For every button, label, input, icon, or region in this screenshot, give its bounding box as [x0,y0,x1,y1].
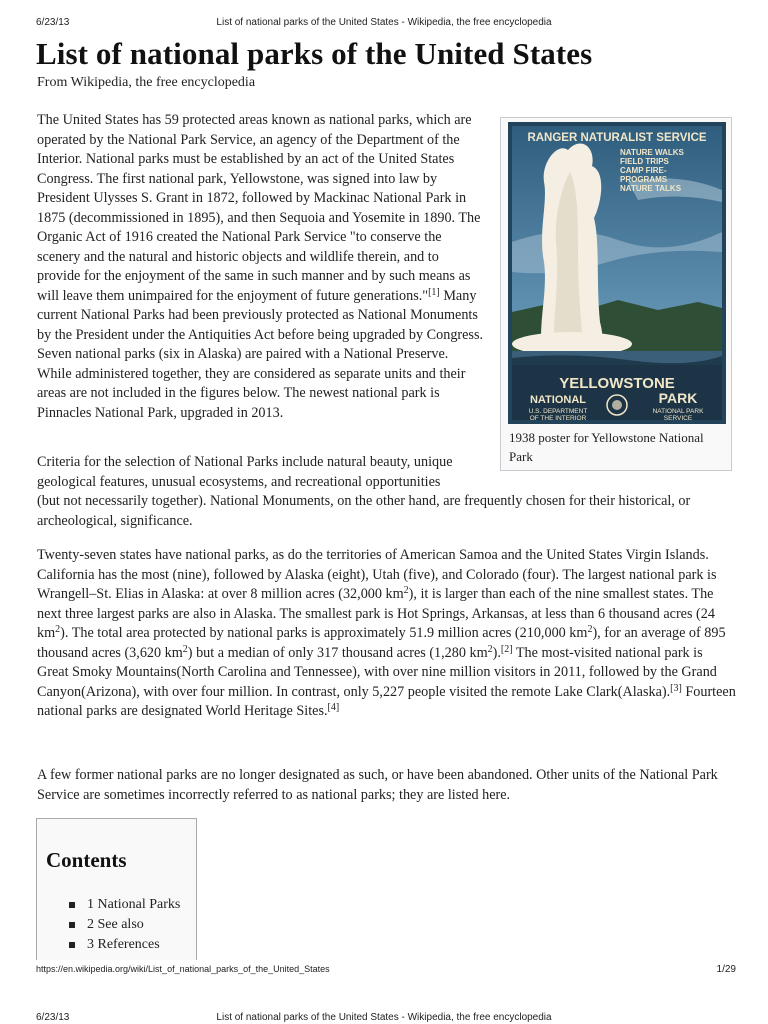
poster-list-item: PROGRAMS [620,175,668,184]
toc-item-references[interactable]: 3 References [65,935,180,955]
print-header-date: 6/23/13 [36,17,70,28]
states-text-5: ) but a median of only 317 thousand acres (1,280 km [187,644,488,661]
states-text-3: ). The total area protected by national parks is approximately 51.9 million acres (210,000 km [60,625,588,641]
poster-list-item: NATURE TALKS [620,184,682,193]
states-text-1: Twenty-seven states have national parks, as do the territories of American Samoa and the United States Virgin Islands. California has the most (nine), followed by Alaska (eight), Utah (five), and Colorado (four). The largest national park is Wrangell–St. Elias in Alaska: at over 8 million acres (32,000 km [37,547,717,602]
poster-header-text: RANGER NATURALIST SERVICE [527,132,707,144]
states-text-7: The most-visited national park is Great Smoky Mountains(North Carolina and Tennessee), with over nine million visitors in 2011, followed by the Grand Canyon(Arizona), with over four million. In contrast, only 5,227 people visited the remote Lake Clark(Alaska). [37,644,717,700]
poster-dept-line: OF THE INTERIOR [529,415,587,422]
yellowstone-poster-image[interactable] [508,122,726,424]
reference-link-4[interactable]: [4] [327,702,340,713]
paragraph-former-parks [37,766,737,805]
paragraph-states [37,546,737,722]
reference-link-1[interactable]: [1] [428,286,440,298]
reference-link-2[interactable]: [2] [500,643,513,655]
page-title: List of national parks of the United States [36,36,593,71]
poster-nps-line: SERVICE [663,415,693,422]
reference-link-3[interactable]: [3] [670,682,682,694]
poster-list-item: FIELD TRIPS [620,157,669,166]
poster-park-text: PARK [658,390,698,406]
states-text-6: ). [492,644,501,661]
poster-artwork [508,122,726,424]
superscript: 2 [182,643,188,655]
print-header-title: List of national parks of the United States - Wikipedia, the free encyclopedia [216,17,552,28]
print-footer-page-number: 1/29 [716,964,736,975]
print-footer-url: https://en.wikipedia.org/wiki/List_of_national_parks_of_the_United_States [36,964,330,974]
intro-text-b: Many current National Parks had been previously protected as National Monuments by the President under the Antiquities Act before being upgraded by Congress. Seven national parks (six in Alaska) are paired with a National Preserve. While administered together, they are considered as separate units and their areas are not included in the figures below. The newest national park is Pinnacles National Park, upgraded in 2013. [37,287,484,421]
poster-park-name: YELLOWSTONE [559,375,675,392]
poster-list-item: CAMP FIRE- [620,166,667,175]
table-of-contents [36,818,197,960]
infobox-caption: 1938 poster for Yellowstone National Park [509,430,704,464]
next-page-header-date: 6/23/13 [36,1012,70,1023]
infobox [500,117,732,471]
poster-nps-line: NATIONAL PARK [652,408,704,415]
poster-national-text: NATIONAL [529,394,587,406]
intro-text-a: The United States has 59 protected areas known as national parks, which are operated by the National Park Service, an agency of the Department of the Interior. National parks must be established by an act of the United States Congress. The first national park, Yellowstone, was signed into law by President Ulysses S. Grant in 1872, followed by Mackinac National Park in 1875 (decommissioned in 1895), and then Sequoia and Yosemite in 1890. The Organic Act of 1916 created the National Park Service "to conserve the scenery and the natural and historic objects and wildlife therein, and to provide for the enjoyment of the same in such manner and by such means as will leave them unimpaired for the enjoyment of future generations." [37,112,481,304]
states-text-8: Fourteen national parks are designated World Heritage Sites. [37,683,736,719]
criteria-text-a: Criteria for the selection of National Parks include natural beauty, unique geological features, unusual ecosystems, and recreational opportunities [37,454,453,490]
poster-dept-line: U.S. DEPARTMENT [528,408,588,415]
poster-list-item: NATURE WALKS [620,148,684,157]
superscript: 2 [587,624,593,635]
former-parks-text: A few former national parks are no longer designated as such, or have been abandoned. Other units of the National Park Service are sometimes incorrectly referred to as national parks; they are listed here. [37,767,718,803]
superscript: 2 [403,585,409,596]
paragraph-intro [37,111,485,423]
toc-title: Contents [46,848,127,872]
states-text-4: ), for an average of 895 thousand acres (3,620 km [37,625,726,661]
superscript: 2 [55,624,61,635]
toc-item-national-parks[interactable]: 1 National Parks [65,895,180,915]
toc-list [65,895,180,955]
next-page-header-title: List of national parks of the United States - Wikipedia, the free encyclopedia [216,1012,552,1023]
toc-item-see-also[interactable]: 2 See also [65,915,180,935]
superscript: 2 [487,643,493,655]
states-text-2: ), it is larger than each of the nine smallest states. The next three largest parks are also in Alaska. The smallest park is Hot Springs, Arkansas, at less than 6 thousand acres (24 km [37,586,715,641]
page-subtitle: From Wikipedia, the free encyclopedia [37,75,256,90]
criteria-text-b: (but not necessarily together). National Monuments, on the other hand, are frequently chosen for their historical, or archeological, significance. [37,493,691,529]
